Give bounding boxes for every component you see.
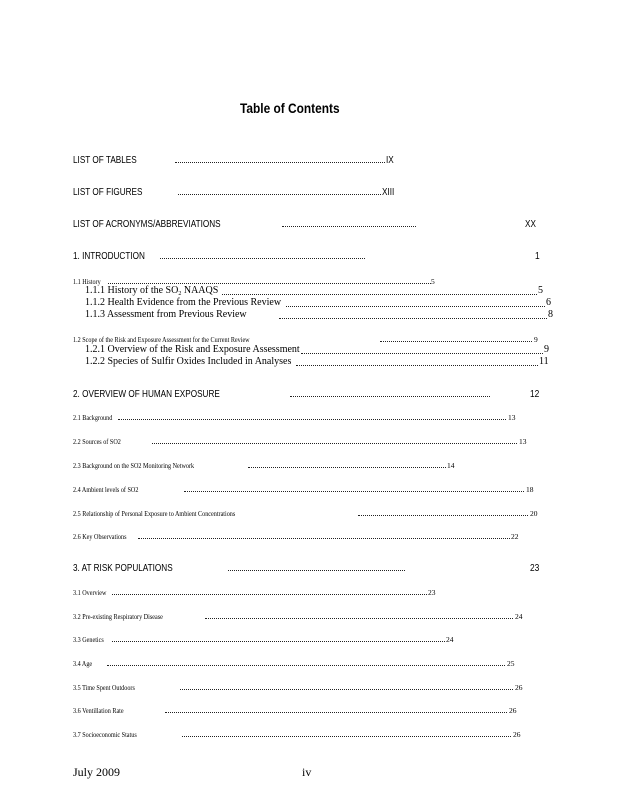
toc-chapter-at-risk-populations[interactable]: 3. AT RISK POPULATIONS [73,562,173,574]
toc-page-number: 14 [447,461,455,470]
dot-leader [175,162,385,163]
footer-page-number: iv [302,765,312,779]
toc-section-2-3[interactable]: 2.3 Background on the SO2 Monitoring Network [73,461,195,470]
dot-leader [228,570,405,571]
dot-leader [358,515,528,516]
toc-section-1-2[interactable]: 1.2 Scope of the Risk and Exposure Assessment for the Current Review [73,335,250,344]
toc-page-number: 26 [515,683,523,692]
dot-leader [160,258,365,259]
toc-chapter-introduction[interactable]: 1. INTRODUCTION [73,250,145,262]
dot-leader [118,419,506,420]
subsection-label-prefix: 1.1.1 History of the SO [85,285,179,296]
toc-page-number: 5 [431,277,435,286]
toc-page-number: 24 [515,612,523,621]
toc-page-number: 9 [534,335,538,344]
dot-leader [180,689,513,690]
toc-page-number: IX [386,154,394,166]
toc-entry-list-of-figures[interactable]: LIST OF FIGURES [73,186,143,198]
toc-page-number: 13 [519,437,527,446]
dot-leader [301,353,543,354]
toc-section-3-3[interactable]: 3.3 Genetics [73,635,104,644]
toc-page-number: 6 [546,297,551,308]
toc-section-2-1[interactable]: 2.1 Background [73,413,113,422]
toc-page-number: 23 [428,588,436,597]
toc-page-number: 25 [507,659,515,668]
dot-leader [279,318,547,319]
page-title: Table of Contents [240,100,340,116]
dot-leader [108,283,431,284]
dot-leader [222,294,537,295]
toc-page-number: 1 [535,250,540,262]
toc-subsection-1-1-1[interactable] [85,285,218,297]
toc-section-2-6[interactable]: 2.6 Key Observations [73,532,127,541]
toc-page-number: 11 [539,356,549,367]
toc-page-number: 23 [530,562,540,574]
dot-leader [107,665,505,666]
toc-page-number: 12 [530,388,540,400]
dot-leader [178,194,381,195]
toc-page-number: 9 [544,344,549,355]
toc-section-2-5[interactable]: 2.5 Relationship of Personal Exposure to Ambient Concentrations [73,509,236,518]
toc-section-3-4[interactable]: 3.4 Age [73,659,93,668]
footer-date: July 2009 [73,765,121,779]
dot-leader [205,618,513,619]
toc-chapter-overview-human-exposure[interactable]: 2. OVERVIEW OF HUMAN EXPOSURE [73,388,220,400]
dot-leader [112,641,445,642]
toc-page-number: XIII [382,186,395,198]
toc-section-3-5[interactable]: 3.5 Time Spent Outdoors [73,683,135,692]
toc-page-number: 5 [538,285,543,296]
toc-section-1-1[interactable]: 1.1 History [73,277,101,286]
toc-subsection-1-1-3[interactable]: 1.1.3 Assessment from Previous Review [85,309,247,320]
toc-subsection-1-2-2[interactable]: 1.2.2 Species of Sulfir Oxides Included in Analyses [85,356,292,367]
dot-leader [296,365,538,366]
dot-leader [152,443,517,444]
subsection-label-suffix: NAAQS [181,285,219,296]
dot-leader [138,538,510,539]
dot-leader [165,712,507,713]
toc-page-number: 20 [530,509,538,518]
dot-leader [182,736,511,737]
toc-subsection-1-2-1[interactable]: 1.2.1 Overview of the Risk and Exposure Assessment [85,344,300,355]
dot-leader [184,491,524,492]
toc-entry-list-of-acronyms[interactable]: LIST OF ACRONYMS/ABBREVIATIONS [73,218,221,230]
toc-page-number: 8 [548,309,553,320]
toc-page-number: 26 [509,706,517,715]
subscript-2: 2 [178,291,182,297]
toc-section-2-2[interactable]: 2.2 Sources of SO2 [73,437,121,446]
toc-page-number: 22 [511,532,519,541]
toc-page-number: 13 [508,413,516,422]
toc-page-number: XX [525,218,536,230]
toc-section-3-7[interactable]: 3.7 Socioeconomic Status [73,730,137,739]
toc-section-2-4[interactable]: 2.4 Ambient levels of SO2 [73,485,139,494]
toc-subsection-1-1-2[interactable]: 1.1.2 Health Evidence from the Previous Review [85,297,282,308]
toc-section-3-2[interactable]: 3.2 Pre-existing Respiratory Disease [73,612,163,621]
toc-entry-list-of-tables[interactable]: LIST OF TABLES [73,154,137,166]
toc-section-3-1[interactable]: 3.1 Overview [73,588,107,597]
dot-leader [290,396,490,397]
dot-leader [286,306,545,307]
dot-leader [248,467,446,468]
toc-page-number: 24 [446,635,454,644]
dot-leader [112,594,427,595]
toc-page-number: 26 [513,730,521,739]
dot-leader [282,226,416,227]
toc-page-number: 18 [526,485,534,494]
toc-section-3-6[interactable]: 3.6 Ventillation Rate [73,706,124,715]
dot-leader [380,341,532,342]
